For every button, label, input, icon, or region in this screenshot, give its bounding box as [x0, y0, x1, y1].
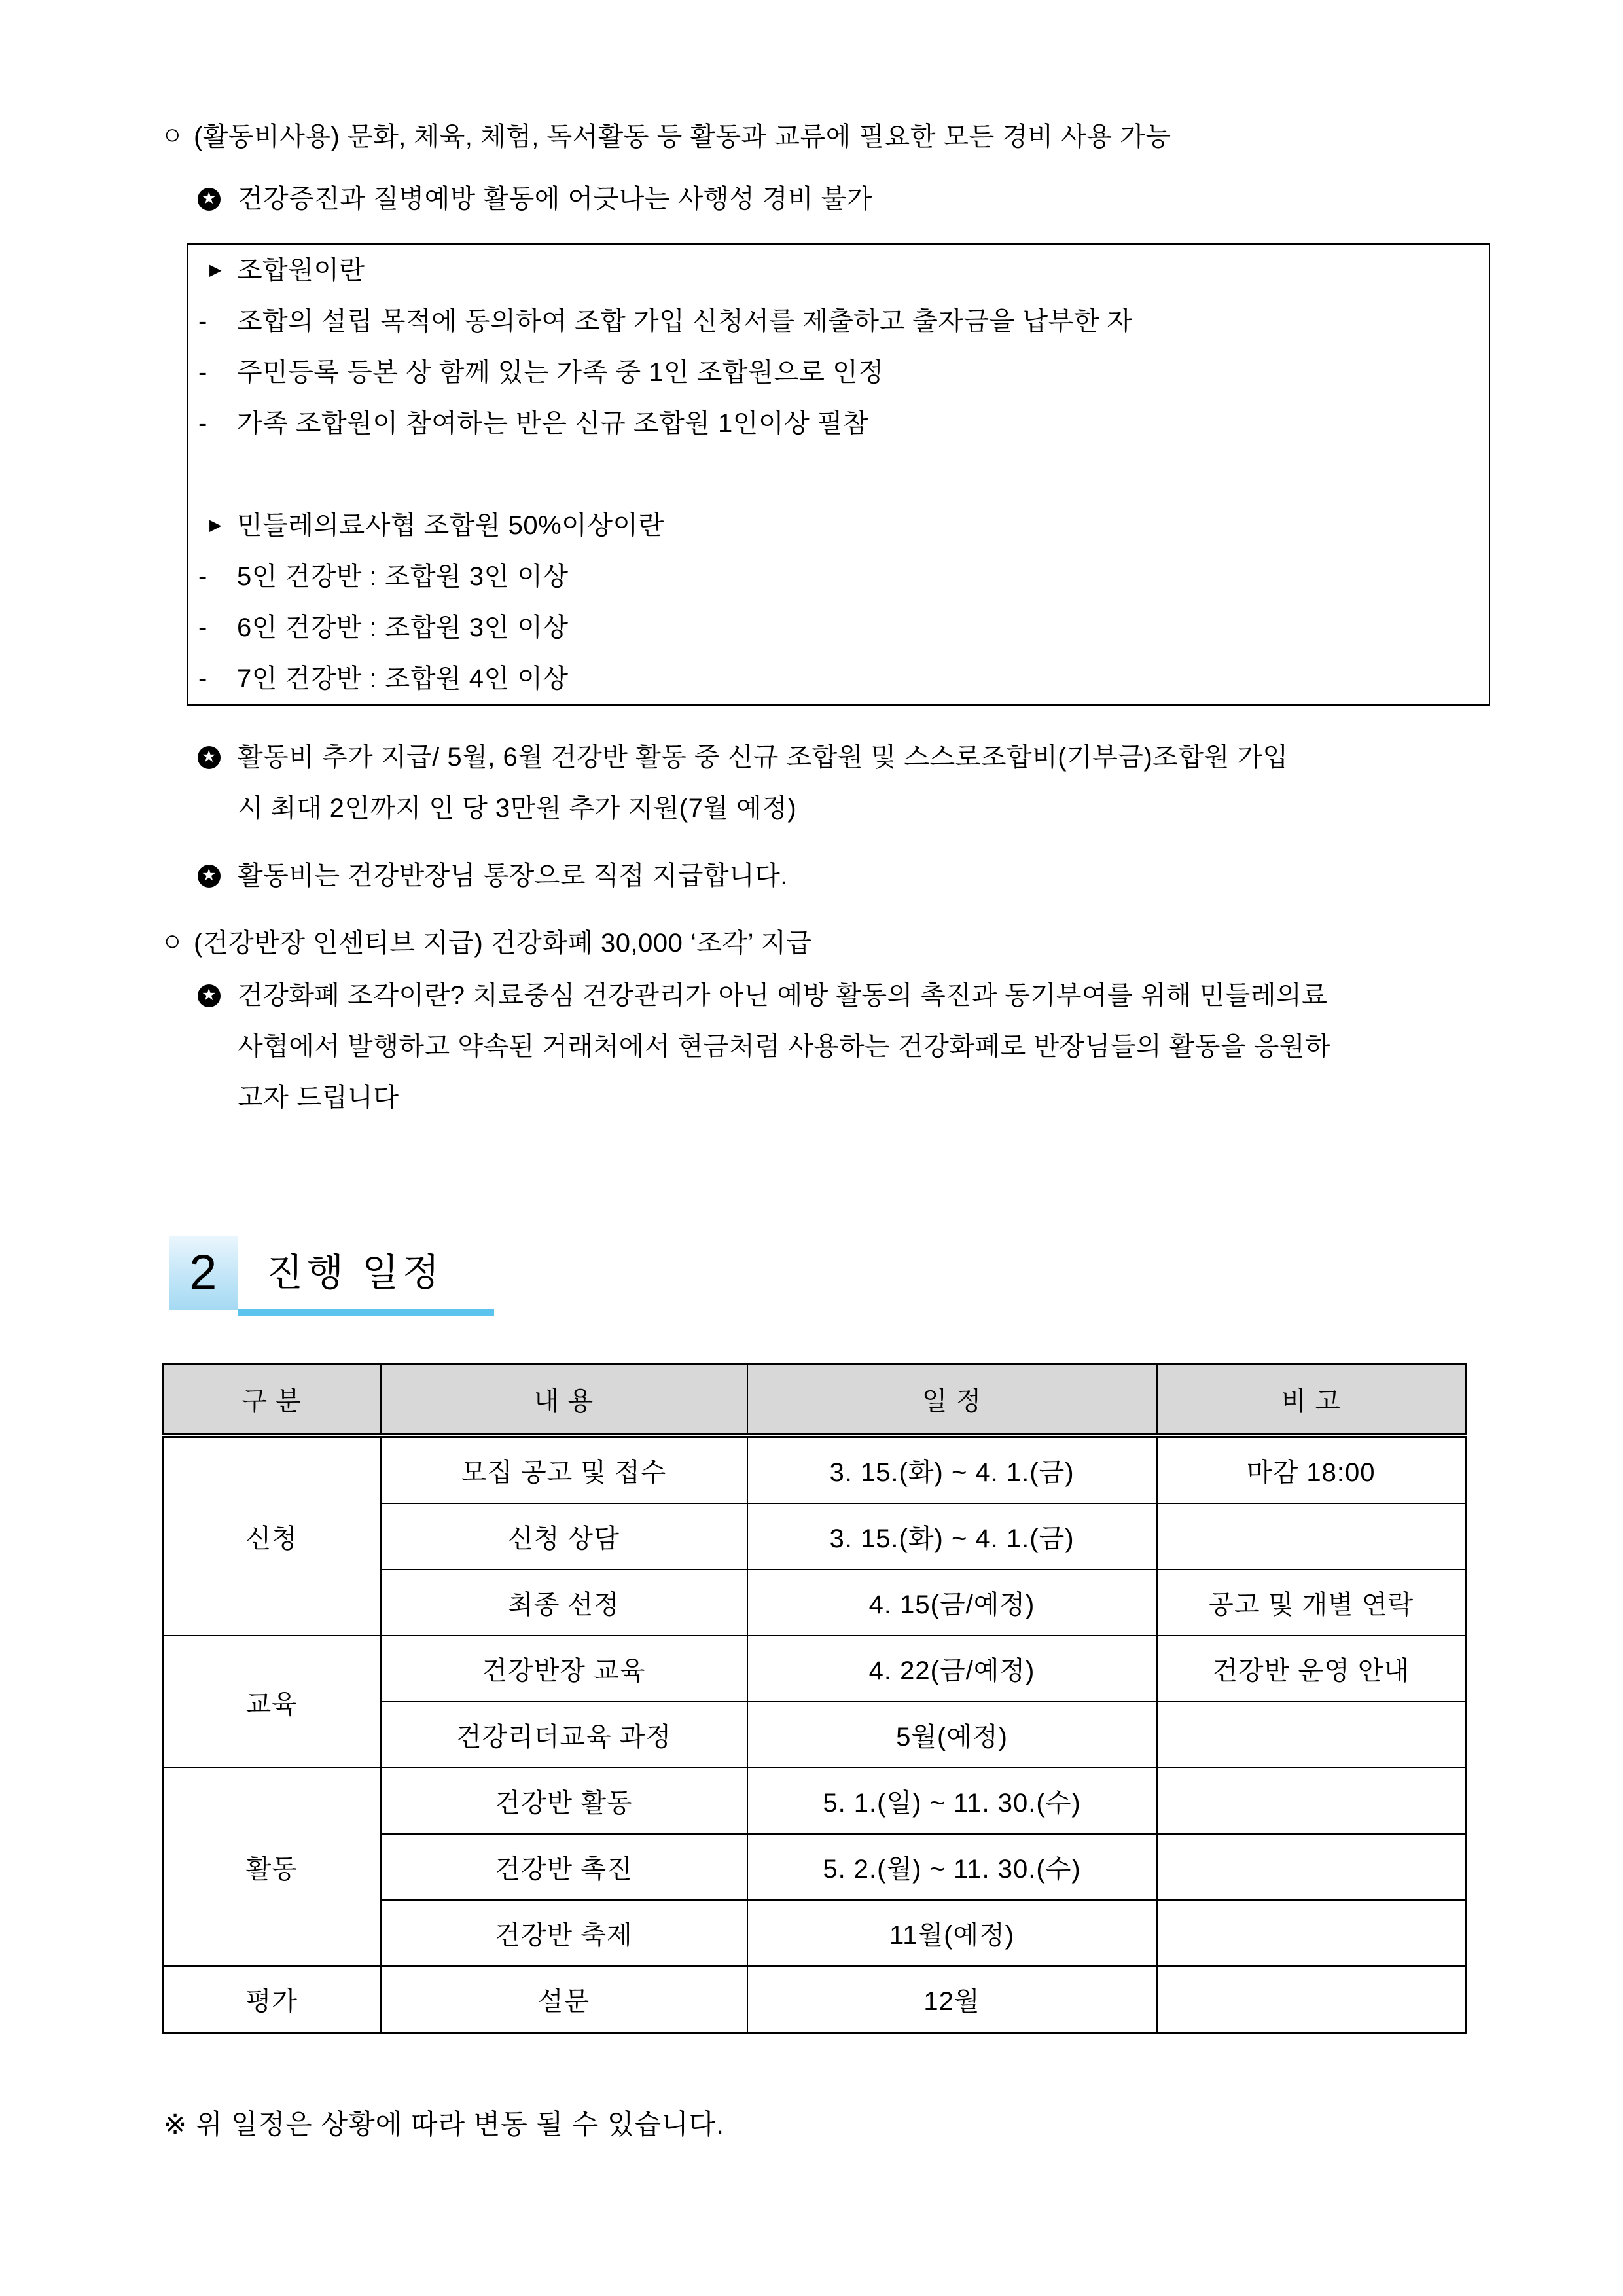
dash-marker: -: [198, 307, 207, 336]
table-cell-note: 공고 및 개별 연락: [1157, 1570, 1466, 1636]
box-list-item: [188, 551, 1489, 602]
table-cell-note: 마감 18:00: [1157, 1435, 1466, 1503]
table-cell-note: [1157, 1834, 1466, 1900]
bullet-item-extra-payment: [164, 742, 1463, 824]
table-cell-schedule: 3. 15.(화) ~ 4. 1.(금): [747, 1435, 1157, 1503]
paragraph-line: 시 최대 2인까지 인 당 3만원 추가 지원(7월 예정): [238, 794, 797, 823]
bullet-item-payment-method: [164, 860, 1463, 891]
table-header-content: 내 용: [381, 1364, 747, 1436]
box-item-text: 6인 건강반 : 조합원 3인 이상: [237, 613, 569, 642]
table-row: [163, 1636, 1466, 1702]
table-cell-content: 건강반장 교육: [381, 1636, 747, 1702]
table-cell-note: [1157, 1702, 1466, 1768]
box-header-text: 민들레의료사협 조합원 50%이상이란: [237, 511, 664, 540]
section-header: [164, 1236, 1463, 1310]
dash-marker: -: [198, 409, 207, 438]
circle-bullet-icon: ○: [164, 118, 182, 151]
box-list-item: [188, 398, 1489, 449]
box-list-item: [188, 653, 1489, 704]
table-cell-schedule: 5월(예정): [747, 1702, 1157, 1768]
star-glyph: ★: [202, 189, 217, 207]
table-cell-content: 신청 상담: [381, 1503, 747, 1570]
table-cell-category: 평가: [163, 1966, 381, 2033]
star-bullet-icon: [198, 984, 221, 1007]
box-item-text: 조합의 설립 목적에 동의하여 조합 가입 신청서를 제출하고 출자금을 납부한 자: [237, 307, 1133, 336]
paragraph-line: 고자 드립니다: [238, 1083, 399, 1112]
table-cell-note: 건강반 운영 안내: [1157, 1636, 1466, 1702]
box-item-text: 가족 조합원이 참여하는 반은 신규 조합원 1인이상 필참: [237, 409, 869, 438]
star-glyph: ★: [202, 747, 217, 766]
box-header-text: 조합원이란: [237, 256, 365, 285]
table-cell-schedule: 5. 1.(일) ~ 11. 30.(수): [747, 1768, 1157, 1834]
table-cell-note: [1157, 1966, 1466, 2033]
box-item-text: 주민등록 등본 상 함께 있는 가족 중 1인 조합원으로 인정: [237, 358, 884, 387]
table-cell-note: [1157, 1503, 1466, 1570]
dash-marker: -: [198, 562, 207, 591]
box-list-item: [188, 347, 1489, 398]
section-title: 진행 일정: [266, 1251, 444, 1294]
table-cell-category: 활동: [163, 1768, 381, 1966]
triangle-bullet-icon: ▶: [209, 261, 222, 279]
table-cell-content: 건강반 촉진: [381, 1834, 747, 1900]
bullet-item-activity-expense: [164, 118, 1463, 152]
table-cell-schedule: 4. 15(금/예정): [747, 1570, 1157, 1636]
table-cell-content: 최종 선정: [381, 1570, 747, 1636]
table-cell-content: 건강반 활동: [381, 1768, 747, 1834]
star-bullet-icon: [198, 746, 221, 769]
table-cell-schedule: 3. 15.(화) ~ 4. 1.(금): [747, 1503, 1157, 1570]
box-item-text: 5인 건강반 : 조합원 3인 이상: [237, 562, 569, 591]
paragraph-line: 건강화폐 조각이란? 치료중심 건강관리가 아닌 예방 활동의 촉진과 동기부여를 위해 민들레의료: [238, 981, 1328, 1010]
footnote: ※ 위 일정은 상황에 따라 변동 될 수 있습니다.: [164, 2109, 724, 2140]
paragraph-line: (건강반장 인센티브 지급) 건강화폐 30,000 ‘조각’ 지급: [194, 929, 812, 958]
paragraph-line: 사협에서 발행하고 약속된 거래처에서 현금처럼 사용하는 건강화폐로 반장님들의 활동을 응원하: [238, 1032, 1331, 1061]
section-number-box: 2: [169, 1236, 238, 1310]
schedule-table: [162, 1363, 1467, 2034]
table-row: [163, 1966, 1466, 2033]
table-cell-note: [1157, 1900, 1466, 1966]
table-header-category: 구 분: [163, 1364, 381, 1436]
bullet-item-no-gambling: [164, 183, 1463, 215]
box-list-item: [188, 602, 1489, 653]
table-cell-content: 모집 공고 및 접수: [381, 1435, 747, 1503]
dash-marker: -: [198, 358, 207, 387]
table-cell-content: 건강반 축제: [381, 1900, 747, 1966]
paragraph-line: 건강증진과 질병예방 활동에 어긋나는 사행성 경비 불가: [238, 185, 872, 213]
table-cell-category: 신청: [163, 1435, 381, 1636]
triangle-bullet-icon: ▶: [209, 516, 222, 534]
star-bullet-icon: [198, 865, 221, 888]
table-cell-schedule: 4. 22(금/예정): [747, 1636, 1157, 1702]
table-cell-schedule: 12월: [747, 1966, 1157, 2033]
star-glyph: ★: [202, 986, 217, 1004]
paragraph-line: 활동비 추가 지급/ 5월, 6월 건강반 활동 중 신규 조합원 및 스스로조합비(기부금)조합원 가입: [238, 743, 1289, 772]
table-cell-content: 건강리더교육 과정: [381, 1702, 747, 1768]
table-header-note: 비 고: [1157, 1364, 1466, 1436]
table-cell-note: [1157, 1768, 1466, 1834]
table-header-schedule: 일 정: [747, 1364, 1157, 1436]
bullet-item-health-currency: [164, 980, 1463, 1113]
box-list-item: [188, 296, 1489, 347]
dash-marker: -: [198, 664, 207, 693]
star-glyph: ★: [202, 866, 217, 884]
table-cell-schedule: 11월(예정): [747, 1900, 1157, 1966]
box-item-text: 7인 건강반 : 조합원 4인 이상: [237, 664, 569, 693]
bullet-item-incentive: [164, 927, 1463, 959]
star-bullet-icon: [198, 188, 221, 211]
box-group-header: [188, 245, 1489, 296]
box-group-header: [188, 500, 1489, 551]
dash-marker: -: [198, 613, 207, 642]
table-row: [163, 1768, 1466, 1834]
paragraph-line: 활동비는 건강반장님 통장으로 직접 지급합니다.: [238, 861, 788, 890]
box-blank-line: [188, 449, 1489, 500]
paragraph-line: (활동비사용) 문화, 체육, 체험, 독서활동 등 활동과 교류에 필요한 모든 경비 사용 가능: [194, 122, 1171, 151]
section-underline-bar: [238, 1309, 494, 1316]
table-cell-content: 설문: [381, 1966, 747, 2033]
table-cell-category: 교육: [163, 1636, 381, 1768]
circle-bullet-icon: ○: [164, 925, 182, 957]
table-header-row: [163, 1364, 1466, 1436]
table-row: [163, 1435, 1466, 1503]
table-cell-schedule: 5. 2.(월) ~ 11. 30.(수): [747, 1834, 1157, 1900]
member-definition-box: [187, 243, 1490, 706]
